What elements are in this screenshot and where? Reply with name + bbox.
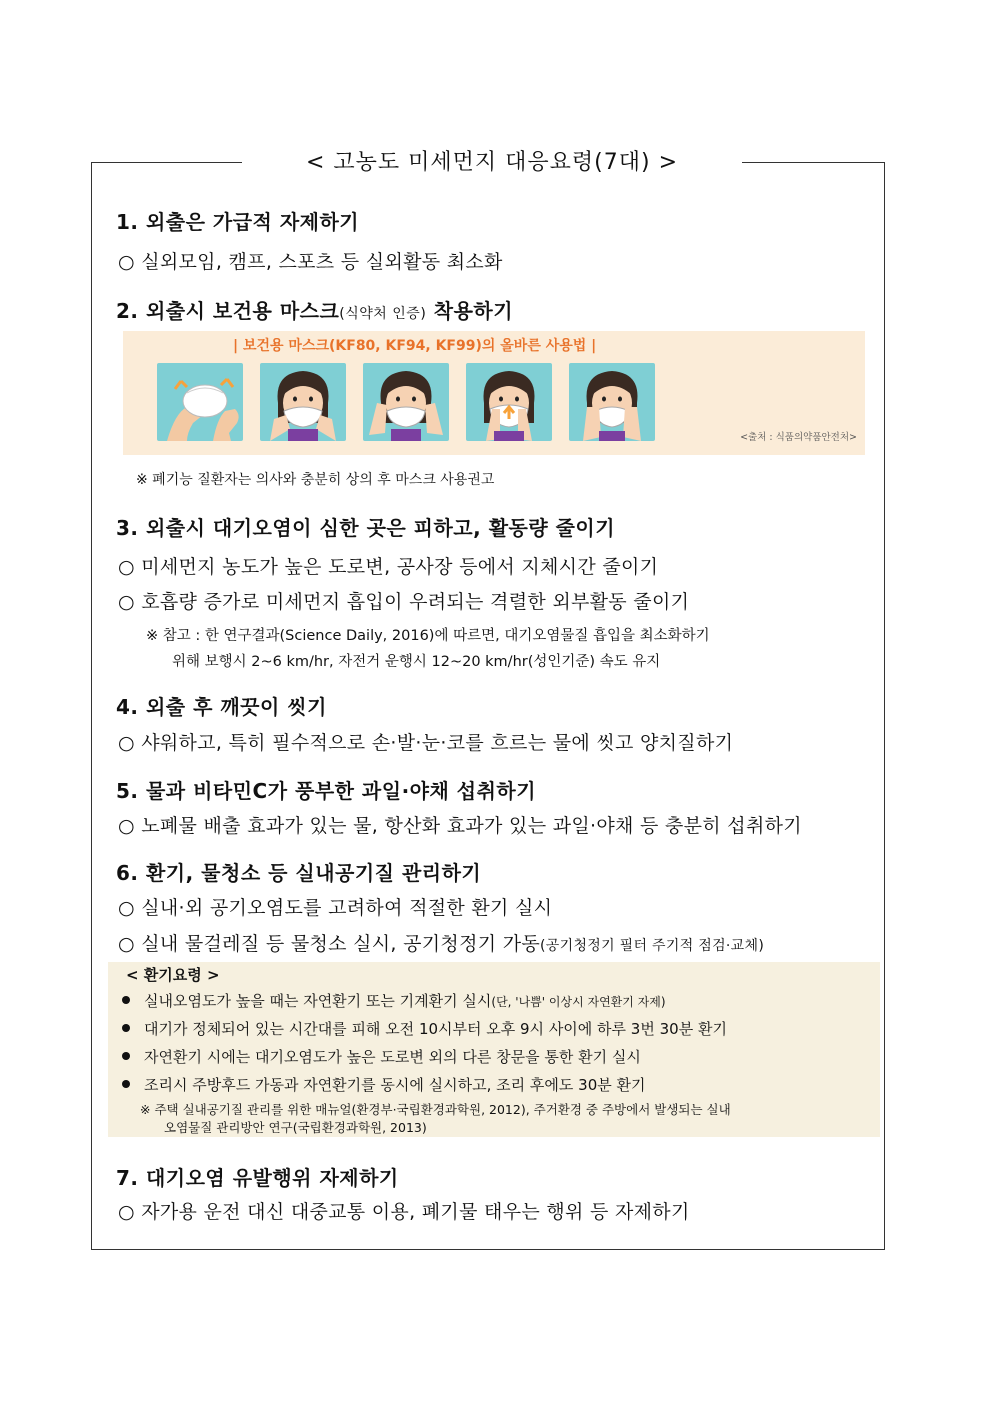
mask-fit-icon bbox=[260, 363, 346, 441]
page-title: < 고농도 미세먼지 대응요령(7대) > bbox=[242, 146, 742, 180]
mask-usage-banner bbox=[123, 331, 865, 455]
section-4-bullet-1: ○ 샤워하고, 특히 필수적으로 손·발·눈·코를 흐르는 물에 씻고 양치질하기 bbox=[118, 732, 734, 754]
mask-unfold-icon bbox=[157, 363, 243, 441]
section-4-heading: 4. 외출 후 깨끗이 씻기 bbox=[116, 695, 327, 719]
ventilation-item-3: 자연환기 시에는 대기오염도가 높은 도로변 외의 다른 창문을 통한 환기 실시 bbox=[122, 1046, 641, 1067]
ventilation-note-line-1: ※ 주택 실내공기질 관리를 위한 매뉴얼(환경부·국립환경과학원, 2012), 주거환경 중 주방에서 발생되는 실내 bbox=[140, 1102, 731, 1117]
section-3-note-line-1: ※ 참고 : 한 연구결과(Science Daily, 2016)에 따르면, 대기오염물질 흡입을 최소화하기 bbox=[146, 628, 710, 644]
ventilation-note-line-2: 오염물질 관리방안 연구(국립환경과학원, 2013) bbox=[164, 1120, 427, 1135]
bullet-dot-icon bbox=[122, 996, 130, 1004]
section-7-heading: 7. 대기오염 유발행위 자제하기 bbox=[116, 1166, 399, 1190]
section-2-note: ※ 폐기능 질환자는 의사와 충분히 상의 후 마스크 사용권고 bbox=[136, 472, 495, 488]
section-6-bullet-2: ○ 실내 물걸레질 등 물청소 실시, 공기청정기 가동(공기청정기 필터 주기적 점검·교체) bbox=[118, 933, 765, 955]
mask-strap-icon bbox=[363, 363, 449, 441]
section-7-bullet-1: ○ 자가용 운전 대신 대중교통 이용, 폐기물 태우는 행위 등 자제하기 bbox=[118, 1201, 690, 1223]
section-3-bullet-2: ○ 호흡량 증가로 미세먼지 흡입이 우려되는 격렬한 외부활동 줄이기 bbox=[118, 591, 690, 613]
ventilation-guide-box bbox=[108, 962, 880, 1137]
bullet-dot-icon bbox=[122, 1080, 130, 1088]
ventilation-item-2: 대기가 정체되어 있는 시간대를 피해 오전 10시부터 오후 9시 사이에 하루 3번 30분 환기 bbox=[122, 1018, 727, 1039]
mask-seal-check-icon bbox=[569, 363, 655, 441]
section-3-heading: 3. 외출시 대기오염이 심한 곳은 피하고, 활동량 줄이기 bbox=[116, 516, 616, 540]
ventilation-item-1: 실내오염도가 높을 때는 자연환기 또는 기계환기 실시(단, '나쁨' 이상시 자연환기 자제) bbox=[122, 990, 666, 1011]
bullet-dot-icon bbox=[122, 1024, 130, 1032]
section-1-bullet-1: ○ 실외모임, 캠프, 스포츠 등 실외활동 최소화 bbox=[118, 251, 503, 273]
mask-nose-press-icon bbox=[466, 363, 552, 441]
section-6-heading: 6. 환기, 물청소 등 실내공기질 관리하기 bbox=[116, 861, 482, 885]
bullet-dot-icon bbox=[122, 1052, 130, 1060]
section-3-note-line-2: 위해 보행시 2~6 km/hr, 자전거 운행시 12~20 km/hr(성인기준) 속도 유지 bbox=[172, 654, 661, 670]
ventilation-item-4: 조리시 주방후드 가동과 자연환기를 동시에 실시하고, 조리 후에도 30분 환기 bbox=[122, 1074, 645, 1095]
banner-source: <출처 : 식품의약품안전처> bbox=[740, 432, 857, 443]
banner-title: | 보건용 마스크(KF80, KF94, KF99)의 올바른 사용법 | bbox=[233, 338, 597, 354]
section-6-bullet-1: ○ 실내·외 공기오염도를 고려하여 적절한 환기 실시 bbox=[118, 897, 553, 919]
section-3-bullet-1: ○ 미세먼지 농도가 높은 도로변, 공사장 등에서 지체시간 줄이기 bbox=[118, 556, 659, 578]
section-5-heading: 5. 물과 비타민C가 풍부한 과일·야채 섭취하기 bbox=[116, 779, 537, 803]
ventilation-guide-title: < 환기요령 > bbox=[126, 966, 220, 984]
section-2-heading: 2. 외출시 보건용 마스크(식약처 인증) 착용하기 bbox=[116, 299, 514, 323]
section-1-heading: 1. 외출은 가급적 자제하기 bbox=[116, 210, 360, 234]
section-5-bullet-1: ○ 노폐물 배출 효과가 있는 물, 항산화 효과가 있는 과일·야채 등 충분히 섭취하기 bbox=[118, 815, 802, 837]
